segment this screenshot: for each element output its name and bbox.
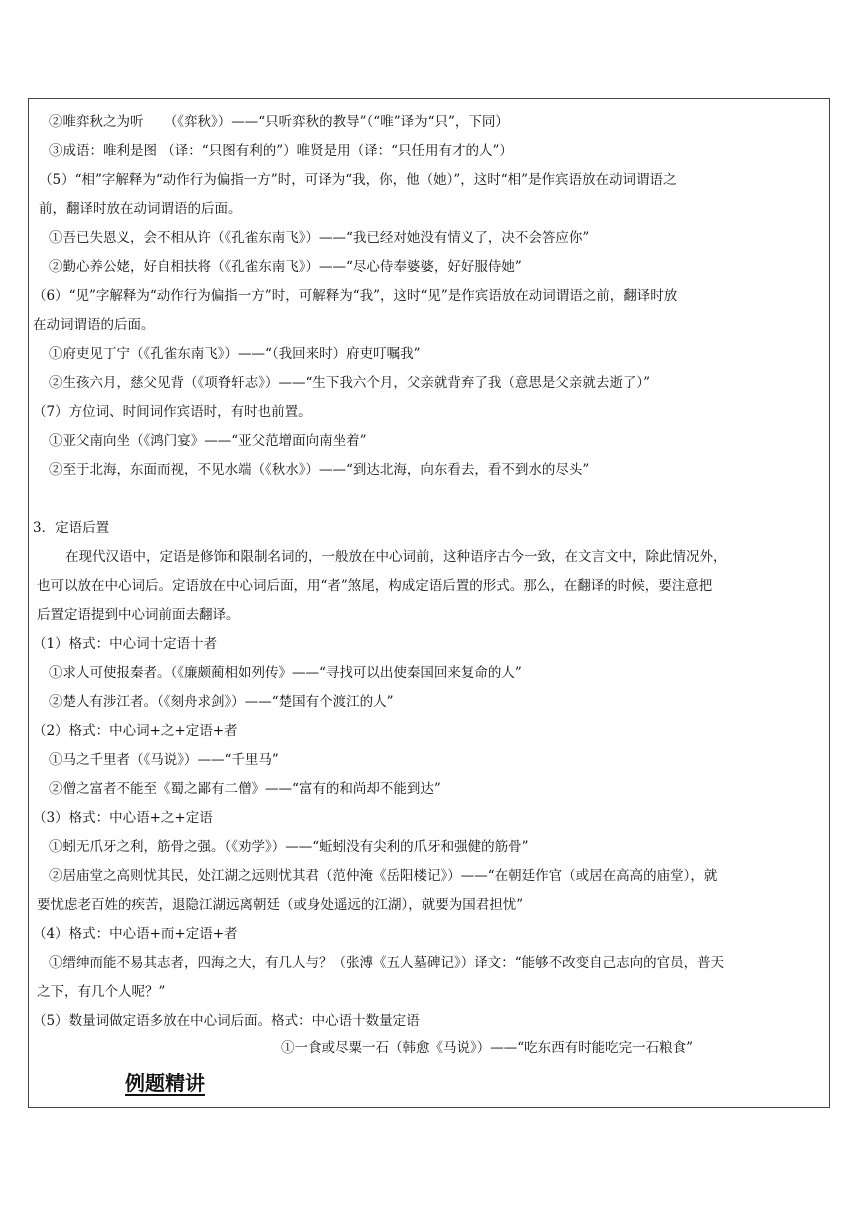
text-line: ①求人可使报秦者。（《廉颇蔺相如列传》——“寻找可以出使秦国回来复命的人” xyxy=(49,665,522,681)
text-line: 之下，有几个人呢？” xyxy=(37,984,166,1000)
text-line: 后置定语提到中心词前面去翻译。 xyxy=(37,607,240,623)
text-line: ①府吏见丁宁（《孔雀东南飞》）——“（我回来时）府吏叮嘱我” xyxy=(49,346,421,362)
text-line: 在动词谓语的后面。 xyxy=(33,317,155,333)
section-heading: 3．定语后置 xyxy=(33,520,110,536)
text-line: 要忧虑老百姓的疾苦，退隐江湖远离朝廷（或身处遥远的江湖），就要为国君担忧” xyxy=(37,897,524,913)
text-line: ①马之千里者（《马说》）——“千里马” xyxy=(49,752,279,768)
text-line: 前，翻译时放在动词谓语的后面。 xyxy=(39,201,242,217)
text-line: （1）格式：中心词十定语十者 xyxy=(33,636,218,652)
text-line: （2）格式：中心词+之+定语+者 xyxy=(33,723,238,739)
text-line: ③成语：唯利是图 （译：“只图有利的”）唯贤是用（译：“只任用有才的人”） xyxy=(49,143,513,159)
text-line: （6）“见”字解释为“动作行为偏指一方”时，可解释为“我”，这时“见”是作宾语放在动词谓语之前，翻译时放 xyxy=(33,288,678,304)
text-line: ②楚人有涉江者。（《刻舟求剑》）——“楚国有个渡江的人” xyxy=(49,694,394,710)
text-line: （5）“相”字解释为“动作行为偏指一方”时，可译为“我，你，他（她）”，这时“相”是作宾语放在动词谓语之 xyxy=(39,172,677,188)
text-line: 也可以放在中心词后。定语放在中心词后面，用“者”煞尾，构成定语后置的形式。那么，在翻译的时候，要注意把 xyxy=(37,578,713,594)
text-line: （4）格式：中心语+而+定语+者 xyxy=(33,926,238,942)
text-line: ②僧之富者不能至《蜀之鄙有二僧》——“富有的和尚却不能到达” xyxy=(49,781,441,797)
text-line: （3）格式：中心语+之+定语 xyxy=(33,810,213,826)
text-line: （5）数量词做定语多放在中心词后面。格式：中心语十数量定语 xyxy=(33,1013,420,1029)
text-line: ①蚓无爪牙之利，筋骨之强。（《劝学》）——“蚯蚓没有尖利的爪牙和强健的筋骨” xyxy=(49,839,529,855)
text-line: ②至于北海，东面而视，不见水端（《秋水》）——“到达北海，向东看去，看不到水的尽头” xyxy=(49,462,590,478)
text-line: ①吾已失恩义，会不相从许（《孔雀东南飞》）——“我已经对她没有情义了，决不会答应你” xyxy=(49,230,590,246)
text-line: ②居庙堂之高则忧其民，处江湖之远则忧其君（范仲淹《岳阳楼记》）——“在朝廷作官（或居在高高的庙堂），就 xyxy=(49,868,718,884)
text-line: ①亚父南向坐（《鸿门宴》——“亚父范增面向南坐着” xyxy=(49,433,367,449)
text-line: ①缙绅而能不易其志者，四海之大，有几人与？（张溥《五人墓碑记》）译文：“能够不改变自己志向的官员，普天 xyxy=(49,955,725,971)
text-line: ②唯弈秋之为听 （《弈秋》）——“只听弈秋的教导”（“唯”译为“只”，下同） xyxy=(49,114,509,130)
example-heading: 例题精讲 xyxy=(125,1071,205,1095)
text-line: ①一食或尽粟一石（韩愈《马说》）——“吃东西有时能吃完一石粮食” xyxy=(281,1040,694,1056)
text-line: ②勤心养公姥，好自相扶将（《孔雀东南飞》）——“尽心侍奉婆婆，好好服侍她” xyxy=(49,259,522,275)
text-line: 在现代汉语中，定语是修饰和限制名词的，一般放在中心词前，这种语序古今一致，在文言文中，除此情况外， xyxy=(65,549,727,565)
text-line: （7）方位词、时间词作宾语时，有时也前置。 xyxy=(33,404,312,420)
content-frame xyxy=(28,98,830,1108)
text-line: ②生孩六月，慈父见背（《项脊轩志》）——“生下我六个月，父亲就背弃了我（意思是父亲就去逝了）” xyxy=(49,375,651,391)
